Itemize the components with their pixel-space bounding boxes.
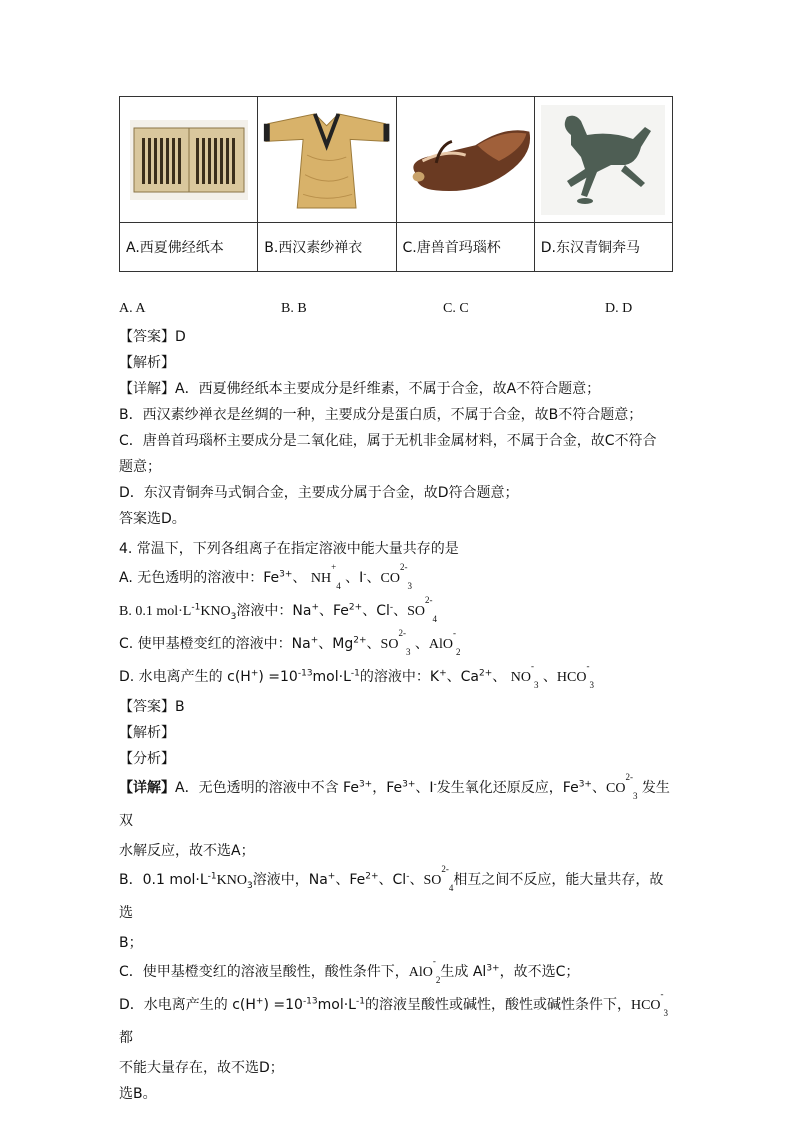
q4-answer: 【答案】B xyxy=(119,699,185,715)
q4-detail-d-cont: 不能大量存在，故不选D； xyxy=(119,1060,284,1076)
q4-detail-c: C．使甲基橙变红的溶液呈酸性，酸性条件下，AlO-$_2$生成 $Al^{3+}$，故不选C； xyxy=(119,956,580,985)
q4-option-b[interactable]: B. 0.1 $mol\cdot L^{-1}KNO_3$溶液中：Na+、$Fe^{2+}$、Cl-、$SO^{2-}_4$ xyxy=(119,595,438,624)
caption-a: A.西夏佛经纸本 xyxy=(120,223,258,272)
q4-option-d[interactable]: D. 水电离产生的 $c(H^+) =10^{-13}mol\cdot L^{-1}$的溶液中：K+、$Ca^{2+}$、 $NO^-_3$ 、$HCO^-_3$ xyxy=(119,661,594,690)
q3-detail-line-3: C．唐兽首玛瑙杯主要成分是二氧化硅，属于无机非金属材料，不属于合金，故C不符合 xyxy=(119,433,657,449)
cell-image-c xyxy=(396,97,534,223)
q4-fenxi: 【分析】 xyxy=(119,751,175,767)
caption-b: B.西汉素纱禅衣 xyxy=(258,223,396,272)
q3-options xyxy=(119,298,675,320)
bronze-horse-image xyxy=(541,105,665,215)
q3-option-b[interactable]: B. B xyxy=(281,301,307,316)
q3-answer: 【答案】D xyxy=(119,329,186,345)
q3-detail-line-5: D．东汉青铜奔马式铜合金，主要成分属于合金，故D符合题意； xyxy=(119,485,519,501)
scripture-paper-image xyxy=(130,120,248,200)
silk-robe-image xyxy=(258,105,395,215)
q4-detail-b-cont: B； xyxy=(119,935,143,951)
page-content xyxy=(119,96,675,1107)
caption-d: D.东汉青铜奔马 xyxy=(534,223,672,272)
q4-detail-d: D．水电离产生的 $c(H^+) =10^{-13}mol\cdot L^{-1}$的溶液呈酸性或碱性，酸性或碱性条件下，$HCO^-_3$都 xyxy=(119,989,669,1046)
q4-detail-a: 【详解】A．无色透明的溶液中不含 $Fe^{3+}$，$Fe^{3+}$、I-发生氧化还原反应，$Fe^{3+}$、$CO^{2-}_3$ 发生双 xyxy=(119,772,670,829)
q3-option-c[interactable]: C. C xyxy=(443,301,469,316)
agate-cup-image xyxy=(397,115,534,205)
q3-detail-line-1: 【详解】A．西夏佛经纸本主要成分是纤维素，不属于合金，故A不符合题意； xyxy=(119,381,601,397)
q3-detail-line-2: B．西汉素纱禅衣是丝绸的一种，主要成分是蛋白质，不属于合金，故B不符合题意； xyxy=(119,407,643,423)
q4-detail-a-cont: 水解反应，故不选A； xyxy=(119,843,255,859)
cell-image-b xyxy=(258,97,396,223)
q3-detail-line-6: 答案选D。 xyxy=(119,511,186,527)
q4-option-c[interactable]: C. 使甲基橙变红的溶液中：Na+、$Mg^{2+}$、$SO^{2-}_3$ 、AlO-$_2$ xyxy=(119,628,461,657)
q4-final: 选B。 xyxy=(119,1086,157,1102)
q3-analysis: 【解析】 xyxy=(119,355,175,371)
caption-c: C.唐兽首玛瑙杯 xyxy=(396,223,534,272)
artifact-table xyxy=(119,96,673,272)
q4-analysis: 【解析】 xyxy=(119,725,175,741)
q3-option-d[interactable]: D. D xyxy=(605,301,633,316)
q3-option-a[interactable]: A. A xyxy=(119,301,146,316)
q3-detail-label: 【详解】 xyxy=(119,381,175,397)
cell-image-d xyxy=(534,97,672,223)
cell-image-a xyxy=(120,97,258,223)
q4-stem: 4. 常温下，下列各组离子在指定溶液中能大量共存的是 xyxy=(119,541,459,557)
q4-option-a[interactable]: A. 无色透明的溶液中：$Fe^{3+}$、 $NH^+_4$ 、I-、$CO^{2-}_3$ xyxy=(119,562,412,591)
q4-detail-b: B．0.1 $mol\cdot L^{-1}KNO_3$溶液中，Na+、$Fe^{2+}$、Cl-、$SO^{2-}_4$相互之间不反应，能大量共存，故选 xyxy=(119,864,664,921)
q3-detail-line-4: 题意； xyxy=(119,459,161,475)
